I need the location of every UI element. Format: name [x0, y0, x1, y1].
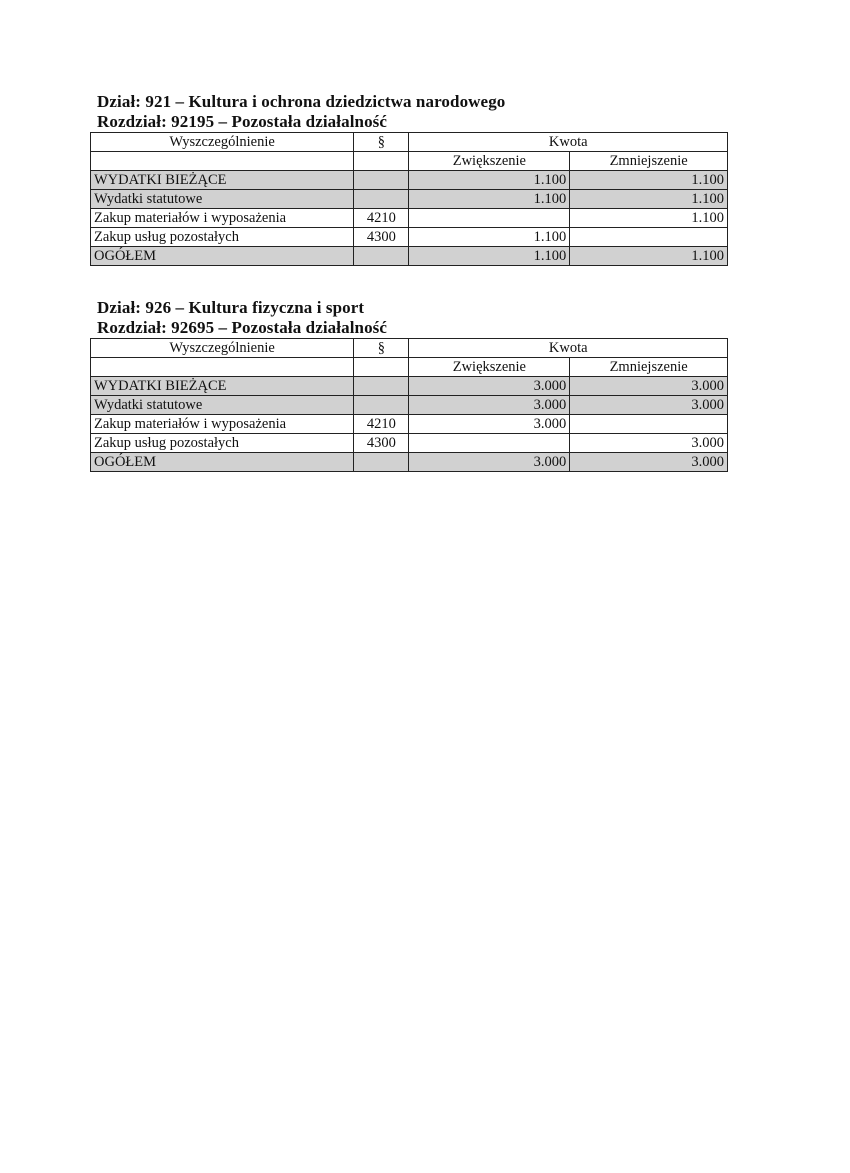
table-row — [91, 190, 728, 209]
header-zwiekszenie: Zwiększenie — [409, 152, 570, 171]
subheader-empty — [91, 358, 354, 377]
header-paragraph: § — [354, 339, 409, 358]
row-inc: 3.000 — [409, 415, 570, 434]
row-name: WYDATKI BIEŻĄCE — [91, 377, 354, 396]
section-926 — [90, 298, 730, 472]
header-kwota: Kwota — [409, 133, 728, 152]
table-subheader-row — [91, 152, 728, 171]
budget-table — [90, 338, 728, 472]
row-par — [354, 453, 409, 472]
row-name: OGÓŁEM — [91, 453, 354, 472]
row-par — [354, 171, 409, 190]
row-name: OGÓŁEM — [91, 247, 354, 266]
row-par: 4300 — [354, 434, 409, 453]
table-row — [91, 415, 728, 434]
header-wyszczegolnienie: Wyszczególnienie — [91, 339, 354, 358]
row-inc — [409, 434, 570, 453]
row-dec: 3.000 — [570, 396, 728, 415]
table-row — [91, 209, 728, 228]
row-dec: 3.000 — [570, 453, 728, 472]
row-inc: 1.100 — [409, 228, 570, 247]
section-heading-dzial: Dział: 921 – Kultura i ochrona dziedzictwa narodowego — [97, 92, 506, 111]
row-par: 4210 — [354, 209, 409, 228]
table-total-row — [91, 453, 728, 472]
row-inc: 1.100 — [409, 171, 570, 190]
row-inc: 3.000 — [409, 396, 570, 415]
header-wyszczegolnienie: Wyszczególnienie — [91, 133, 354, 152]
table-total-row — [91, 247, 728, 266]
section-921 — [90, 92, 730, 266]
row-dec: 3.000 — [570, 377, 728, 396]
subheader-empty — [91, 152, 354, 171]
row-dec: 1.100 — [570, 190, 728, 209]
row-dec — [570, 415, 728, 434]
section-heading-dzial: Dział: 926 – Kultura fizyczna i sport — [97, 298, 365, 317]
table-row — [91, 434, 728, 453]
table-header-row — [91, 133, 728, 152]
row-dec: 1.100 — [570, 171, 728, 190]
section-heading-rozdzial: Rozdział: 92195 – Pozostała działalność — [97, 112, 388, 131]
row-name: Wydatki statutowe — [91, 190, 354, 209]
row-name: Zakup materiałów i wyposażenia — [91, 209, 354, 228]
table-row — [91, 396, 728, 415]
row-name: WYDATKI BIEŻĄCE — [91, 171, 354, 190]
row-dec: 1.100 — [570, 209, 728, 228]
row-par — [354, 190, 409, 209]
row-inc: 3.000 — [409, 453, 570, 472]
row-par: 4300 — [354, 228, 409, 247]
row-inc: 1.100 — [409, 247, 570, 266]
table-row — [91, 171, 728, 190]
subheader-empty — [354, 152, 409, 171]
row-dec: 3.000 — [570, 434, 728, 453]
row-name: Zakup materiałów i wyposażenia — [91, 415, 354, 434]
row-inc: 1.100 — [409, 190, 570, 209]
row-par: 4210 — [354, 415, 409, 434]
row-par — [354, 377, 409, 396]
table-subheader-row — [91, 358, 728, 377]
row-dec: 1.100 — [570, 247, 728, 266]
row-dec — [570, 228, 728, 247]
row-name: Wydatki statutowe — [91, 396, 354, 415]
header-kwota: Kwota — [409, 339, 728, 358]
subheader-empty — [354, 358, 409, 377]
row-inc: 3.000 — [409, 377, 570, 396]
row-name: Zakup usług pozostałych — [91, 228, 354, 247]
row-par — [354, 396, 409, 415]
table-row — [91, 228, 728, 247]
budget-table — [90, 132, 728, 266]
section-heading-rozdzial: Rozdział: 92695 – Pozostała działalność — [97, 318, 388, 337]
row-par — [354, 247, 409, 266]
header-zmniejszenie: Zmniejszenie — [570, 358, 728, 377]
header-paragraph: § — [354, 133, 409, 152]
table-row — [91, 377, 728, 396]
header-zmniejszenie: Zmniejszenie — [570, 152, 728, 171]
row-name: Zakup usług pozostałych — [91, 434, 354, 453]
row-inc — [409, 209, 570, 228]
table-header-row — [91, 339, 728, 358]
header-zwiekszenie: Zwiększenie — [409, 358, 570, 377]
